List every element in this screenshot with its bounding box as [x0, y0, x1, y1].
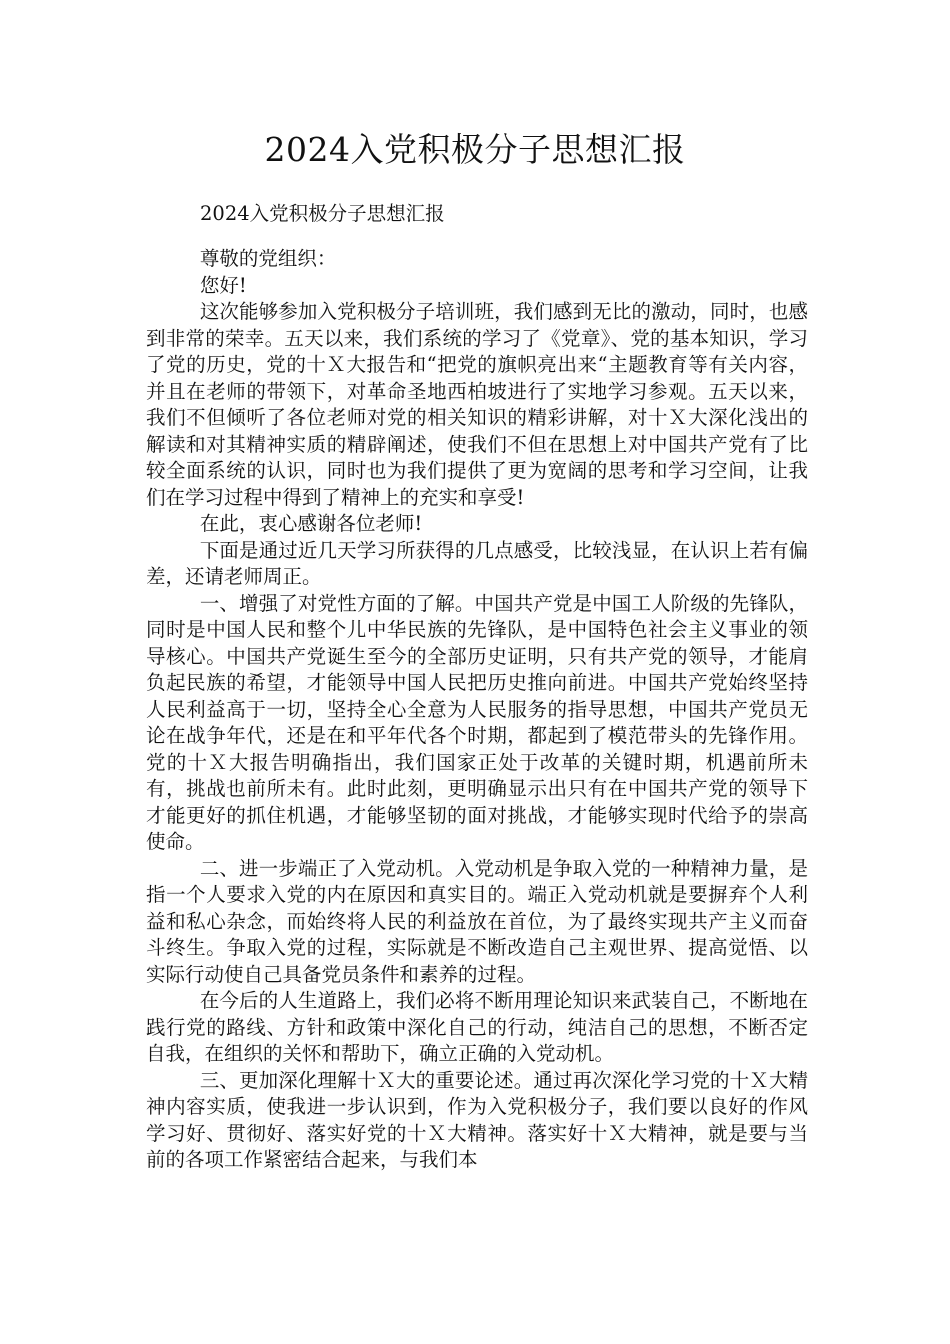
body-paragraph: 在今后的人生道路上，我们必将不断用理论知识来武装自己，不断地在践行党的路线、方针和政策中深化自己的行动，纯洁自己的思想，不断否定自我，在组织的关怀和帮助下，确立正确的入党动机。 [146, 989, 808, 1065]
body-paragraph: 下面是通过近几天学习所获得的几点感受，比较浅显，在认识上若有偏差，还请老师周正。 [146, 538, 808, 588]
body-paragraph: 这次能够参加入党积极分子培训班，我们感到无比的激动，同时，也感到非常的荣幸。五天以来，我们系统的学习了《党章》、党的基本知识，学习了党的历史，党的十Ｘ大报告和“把党的旗帜亮出来“主题教育等有关内容，并且在老师的带领下，对革命圣地西柏坡进行了实地学习参观。五天以来，我们不但倾听了各位老师对党的相关知识的精彩讲解，对十Ｘ大深化浅出的解读和对其精神实质的精辟阐述，使我们不但在思想上对中国共产党有了比较全面系统的认识，同时也为我们提供了更为宽阔的思考和学习空间，让我们在学习过程中得到了精神上的充实和享受! [146, 300, 808, 509]
document-body [146, 246, 808, 1174]
document-subtitle: 2024入党积极分子思想汇报 [200, 202, 445, 225]
body-paragraph: 一、增强了对党性方面的了解。中国共产党是中国工人阶级的先锋队，同时是中国人民和整个儿中华民族的先锋队，是中国特色社会主义事业的领导核心。中国共产党诞生至今的全部历史证明，只有共产党的领导，才能肩负起民族的希望，才能领导中国人民把历史推向前进。中国共产党始终坚持人民利益高于一切，坚持全心全意为人民服务的指导思想，中国共产党员无论在战争年代，还是在和平年代各个时期，都起到了模范带头的先锋作用。党的十Ｘ大报告明确指出，我们国家正处于改革的关键时期，机遇前所未有，挑战也前所未有。此时此刻，更明确显示出只有在中国共产党的领导下才能更好的抓住机遇，才能够坚韧的面对挑战，才能够实现时代给予的崇高使命。 [146, 591, 808, 853]
greeting: 您好! [199, 273, 247, 297]
body-paragraph: 在此，衷心感谢各位老师! [199, 512, 423, 535]
salutation: 尊敬的党组织： [199, 247, 337, 270]
body-paragraph: 三、更加深化理解十Ｘ大的重要论述。通过再次深化学习党的十Ｘ大精神内容实质，使我进一步认识到，作为入党积极分子，我们要以良好的作风学习好、贯彻好、落实好党的十Ｘ大精神。落实好十Ｘ大精神，就是要与当前的各项工作紧密结合起来，与我们本 [146, 1068, 808, 1171]
document-title: 2024入党积极分子思想汇报 [264, 130, 686, 169]
body-paragraph: 二、进一步端正了入党动机。入党动机是争取入党的一种精神力量，是指一个人要求入党的内在原因和真实目的。端正入党动机就是要摒弃个人利益和私心杂念，而始终将人民的利益放在首位，为了最终实现共产主义而奋斗终生。争取入党的过程，实际就是不断改造自己主观世界、提高觉悟、以实际行动使自己具备党员条件和素养的过程。 [146, 856, 808, 986]
